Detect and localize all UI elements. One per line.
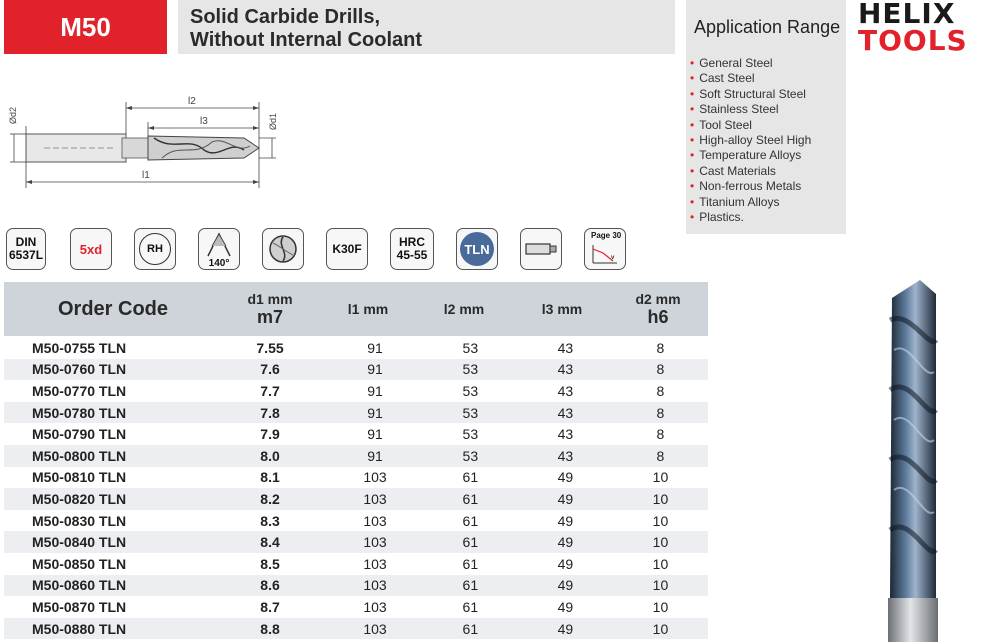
l1-cell: 91 bbox=[327, 402, 423, 424]
bullet-icon: • bbox=[690, 102, 695, 117]
drill-dimension-drawing bbox=[4, 92, 294, 192]
l1-cell: 103 bbox=[327, 575, 423, 597]
d1-header-label: d1 mm bbox=[247, 290, 293, 307]
table-row bbox=[4, 553, 708, 575]
application-item-label: High-alloy Steel High bbox=[699, 132, 812, 147]
l2-cell: 61 bbox=[462, 555, 479, 572]
d1-cell: 8.0 bbox=[213, 445, 328, 467]
order-code-header-label: Order Code bbox=[57, 297, 169, 320]
l3-cell: 49 bbox=[518, 531, 613, 553]
l2-cell: 61 bbox=[423, 531, 518, 553]
l1-cell: 91 bbox=[327, 445, 423, 467]
bullet-icon: • bbox=[690, 194, 695, 209]
right-hand-icon bbox=[134, 228, 176, 270]
d2-cell: 10 bbox=[652, 469, 669, 486]
l2-cell: 53 bbox=[423, 359, 518, 381]
table-row bbox=[4, 423, 708, 445]
application-item-label: Titanium Alloys bbox=[699, 194, 780, 209]
shank-graphic bbox=[525, 242, 557, 256]
l1-header-label: l1 mm bbox=[347, 301, 389, 317]
l3-cell: 49 bbox=[557, 512, 574, 529]
application-item-label: Plastics. bbox=[699, 209, 744, 224]
d1-cell: 7.7 bbox=[260, 382, 280, 399]
bullet-icon: • bbox=[690, 179, 695, 194]
d2-cell: 10 bbox=[613, 488, 708, 510]
col-header-l3 bbox=[512, 282, 612, 336]
application-item-label: General Steel bbox=[699, 56, 773, 70]
d1-cell: 7.9 bbox=[260, 426, 280, 443]
order-code-cell: M50-0780 TLN bbox=[4, 402, 213, 424]
order-code-cell: M50-0760 TLN bbox=[4, 359, 213, 381]
d1-cell: 7.55 bbox=[256, 339, 284, 356]
d2-cell: 10 bbox=[613, 575, 708, 597]
substrate-grade-label: K30F bbox=[332, 242, 362, 256]
l1-cell: 91 bbox=[367, 339, 383, 356]
table-row bbox=[4, 359, 708, 381]
application-item bbox=[690, 179, 811, 194]
d2-header-label: d2 mm bbox=[635, 290, 681, 307]
bullet-icon: • bbox=[690, 71, 695, 86]
d2-cell: 8 bbox=[613, 445, 708, 467]
cutting-data-page-icon bbox=[584, 228, 626, 270]
application-item-label: Stainless Steel bbox=[699, 102, 779, 117]
l1-cell: 103 bbox=[327, 618, 423, 640]
d2-cell: 8 bbox=[656, 339, 665, 356]
order-code-cell: M50-0755 TLN bbox=[32, 339, 127, 356]
l3-cell: 43 bbox=[557, 382, 574, 399]
d2-label: Ød2 bbox=[8, 106, 18, 124]
bullet-icon: • bbox=[690, 86, 695, 101]
table-row bbox=[4, 596, 708, 618]
d2-cell: 8 bbox=[656, 426, 665, 443]
application-item bbox=[690, 164, 811, 179]
table-row bbox=[4, 618, 708, 640]
l2-cell: 53 bbox=[423, 445, 518, 467]
depth-ratio-icon bbox=[70, 228, 112, 270]
l1-cell: 103 bbox=[363, 598, 387, 615]
d1-cell: 8.5 bbox=[260, 555, 280, 572]
application-range-title: Application Range bbox=[694, 17, 841, 37]
l3-cell: 49 bbox=[557, 555, 574, 572]
order-code-cell: M50-0810 TLN bbox=[32, 469, 127, 486]
l3-label: l3 bbox=[200, 116, 208, 127]
order-code-cell: M50-0850 TLN bbox=[32, 555, 127, 572]
table-row bbox=[4, 445, 708, 467]
l3-cell: 43 bbox=[518, 359, 613, 381]
l1-cell: 91 bbox=[367, 382, 383, 399]
d1-cell: 8.8 bbox=[213, 618, 328, 640]
order-code-cell: M50-0820 TLN bbox=[4, 488, 213, 510]
d1-label: Ød1 bbox=[268, 112, 278, 130]
substrate-grade-icon bbox=[326, 228, 368, 270]
application-item-label: Cast Materials bbox=[699, 163, 776, 178]
bullet-icon: • bbox=[690, 163, 695, 178]
application-item bbox=[690, 87, 811, 102]
shank-type-icon bbox=[520, 228, 562, 270]
d2-cell: 8 bbox=[613, 359, 708, 381]
cross-section-graphic bbox=[267, 233, 299, 265]
col-header-d1 bbox=[210, 282, 330, 336]
hardness-icon bbox=[390, 228, 434, 270]
l2-cell: 53 bbox=[462, 382, 479, 399]
coating-icon bbox=[456, 228, 498, 270]
l3-cell: 49 bbox=[557, 469, 574, 486]
l2-cell: 53 bbox=[462, 426, 479, 443]
order-code-cell: M50-0800 TLN bbox=[4, 445, 213, 467]
l3-cell: 43 bbox=[518, 402, 613, 424]
d2-cell: 10 bbox=[652, 555, 669, 572]
order-code-cell: M50-0880 TLN bbox=[4, 618, 213, 640]
d1-cell: 8.7 bbox=[260, 598, 280, 615]
bullet-icon: • bbox=[690, 209, 695, 224]
order-code-cell: M50-0830 TLN bbox=[32, 512, 127, 529]
logo-line1: HELIX bbox=[858, 0, 956, 30]
point-angle-graphic bbox=[204, 232, 234, 258]
application-item-label: Tool Steel bbox=[699, 117, 752, 132]
application-item bbox=[690, 56, 811, 71]
table-row bbox=[4, 488, 708, 510]
rotation-circle bbox=[139, 233, 171, 265]
table-row bbox=[4, 531, 708, 553]
order-code-cell: M50-0840 TLN bbox=[4, 531, 213, 553]
l2-cell: 61 bbox=[423, 488, 518, 510]
table-row bbox=[4, 510, 708, 532]
depth-ratio-label: 5xd bbox=[79, 241, 103, 257]
product-code-badge: M50 bbox=[4, 0, 167, 54]
l1-cell: 91 bbox=[327, 359, 423, 381]
application-item bbox=[690, 195, 811, 210]
col-header-d2 bbox=[608, 282, 708, 336]
brand-logo bbox=[858, 0, 978, 57]
l3-cell: 49 bbox=[518, 618, 613, 640]
l2-cell: 53 bbox=[423, 402, 518, 424]
d1-cell: 8.3 bbox=[260, 512, 280, 529]
l1-cell: 103 bbox=[327, 488, 423, 510]
l3-cell: 43 bbox=[557, 426, 574, 443]
order-code-cell: M50-0860 TLN bbox=[4, 575, 213, 597]
d1-cell: 8.4 bbox=[213, 531, 328, 553]
din-standard-icon bbox=[6, 228, 46, 270]
d1-cell: 7.8 bbox=[213, 402, 328, 424]
l1-cell: 103 bbox=[363, 555, 387, 572]
coating-label: TLN bbox=[460, 232, 494, 266]
svg-text:v: v bbox=[611, 255, 615, 261]
l2-cell: 61 bbox=[462, 598, 479, 615]
application-item bbox=[690, 118, 811, 133]
application-item bbox=[690, 71, 811, 86]
din-standard-label: DIN 6537L bbox=[9, 235, 44, 262]
application-item-label: Non-ferrous Metals bbox=[699, 179, 802, 194]
bullet-icon: • bbox=[690, 117, 695, 132]
l2-label: l2 bbox=[188, 96, 196, 107]
application-item bbox=[690, 210, 811, 225]
l1-cell: 103 bbox=[327, 531, 423, 553]
d2-cell: 10 bbox=[652, 512, 669, 529]
d2-tolerance-label: h6 bbox=[647, 306, 669, 327]
l2-cell: 61 bbox=[423, 618, 518, 640]
d1-tolerance-label: m7 bbox=[256, 306, 283, 327]
product-title-line1: Solid Carbide Drills, bbox=[190, 6, 381, 28]
hardness-label: HRC 45-55 bbox=[396, 235, 428, 262]
d1-cell: 8.2 bbox=[213, 488, 328, 510]
application-item bbox=[690, 133, 811, 148]
flute-cross-section-icon bbox=[262, 228, 304, 270]
bullet-icon: • bbox=[690, 148, 695, 163]
l3-cell: 49 bbox=[518, 488, 613, 510]
col-header-order-code bbox=[4, 282, 222, 336]
d1-cell: 8.6 bbox=[213, 575, 328, 597]
application-item bbox=[690, 102, 811, 117]
cutting-data-graph bbox=[591, 243, 619, 265]
bullet-icon: • bbox=[690, 132, 695, 147]
col-header-l1 bbox=[318, 282, 418, 336]
d2-cell: 8 bbox=[613, 402, 708, 424]
order-code-table bbox=[4, 337, 708, 639]
table-row bbox=[4, 380, 708, 402]
application-item-label: Soft Structural Steel bbox=[699, 86, 806, 101]
d2-cell: 10 bbox=[613, 531, 708, 553]
d1-cell: 7.6 bbox=[213, 359, 328, 381]
l1-cell: 103 bbox=[363, 469, 387, 486]
col-header-l2 bbox=[414, 282, 514, 336]
order-code-cell: M50-0870 TLN bbox=[32, 598, 127, 615]
order-code-cell: M50-0770 TLN bbox=[32, 382, 127, 399]
table-row bbox=[4, 575, 708, 597]
l3-cell: 43 bbox=[518, 445, 613, 467]
application-range-list bbox=[690, 56, 811, 225]
order-code-cell: M50-0790 TLN bbox=[32, 426, 127, 443]
product-title-line2: Without Internal Coolant bbox=[190, 29, 423, 51]
l2-cell: 61 bbox=[462, 469, 479, 486]
l3-cell: 43 bbox=[557, 339, 574, 356]
l1-cell: 91 bbox=[367, 426, 383, 443]
drill-photo bbox=[880, 280, 960, 642]
d2-cell: 10 bbox=[652, 598, 669, 615]
application-item bbox=[690, 148, 811, 163]
application-item-label: Temperature Alloys bbox=[699, 148, 802, 163]
table-row bbox=[4, 337, 708, 359]
l2-cell: 53 bbox=[462, 339, 479, 356]
d2-cell: 10 bbox=[613, 618, 708, 640]
l1-label: l1 bbox=[142, 170, 150, 181]
table-row bbox=[4, 402, 708, 424]
table-row bbox=[4, 467, 708, 489]
l3-cell: 49 bbox=[557, 598, 574, 615]
d1-cell: 8.1 bbox=[260, 469, 280, 486]
l2-cell: 61 bbox=[423, 575, 518, 597]
point-angle-icon bbox=[198, 228, 240, 270]
d2-cell: 8 bbox=[656, 382, 665, 399]
bullet-icon: • bbox=[690, 56, 695, 70]
right-hand-label: RH bbox=[147, 243, 163, 255]
l2-header-label: l2 mm bbox=[443, 301, 485, 317]
l3-cell: 49 bbox=[518, 575, 613, 597]
l1-cell: 103 bbox=[363, 512, 387, 529]
application-item-label: Cast Steel bbox=[699, 71, 755, 86]
page-reference-label: Page 30 bbox=[591, 231, 622, 240]
point-angle-label: 140° bbox=[208, 258, 230, 269]
l3-header-label: l3 mm bbox=[541, 301, 583, 317]
l2-cell: 61 bbox=[462, 512, 479, 529]
logo-line2: TOOLS bbox=[858, 24, 968, 57]
